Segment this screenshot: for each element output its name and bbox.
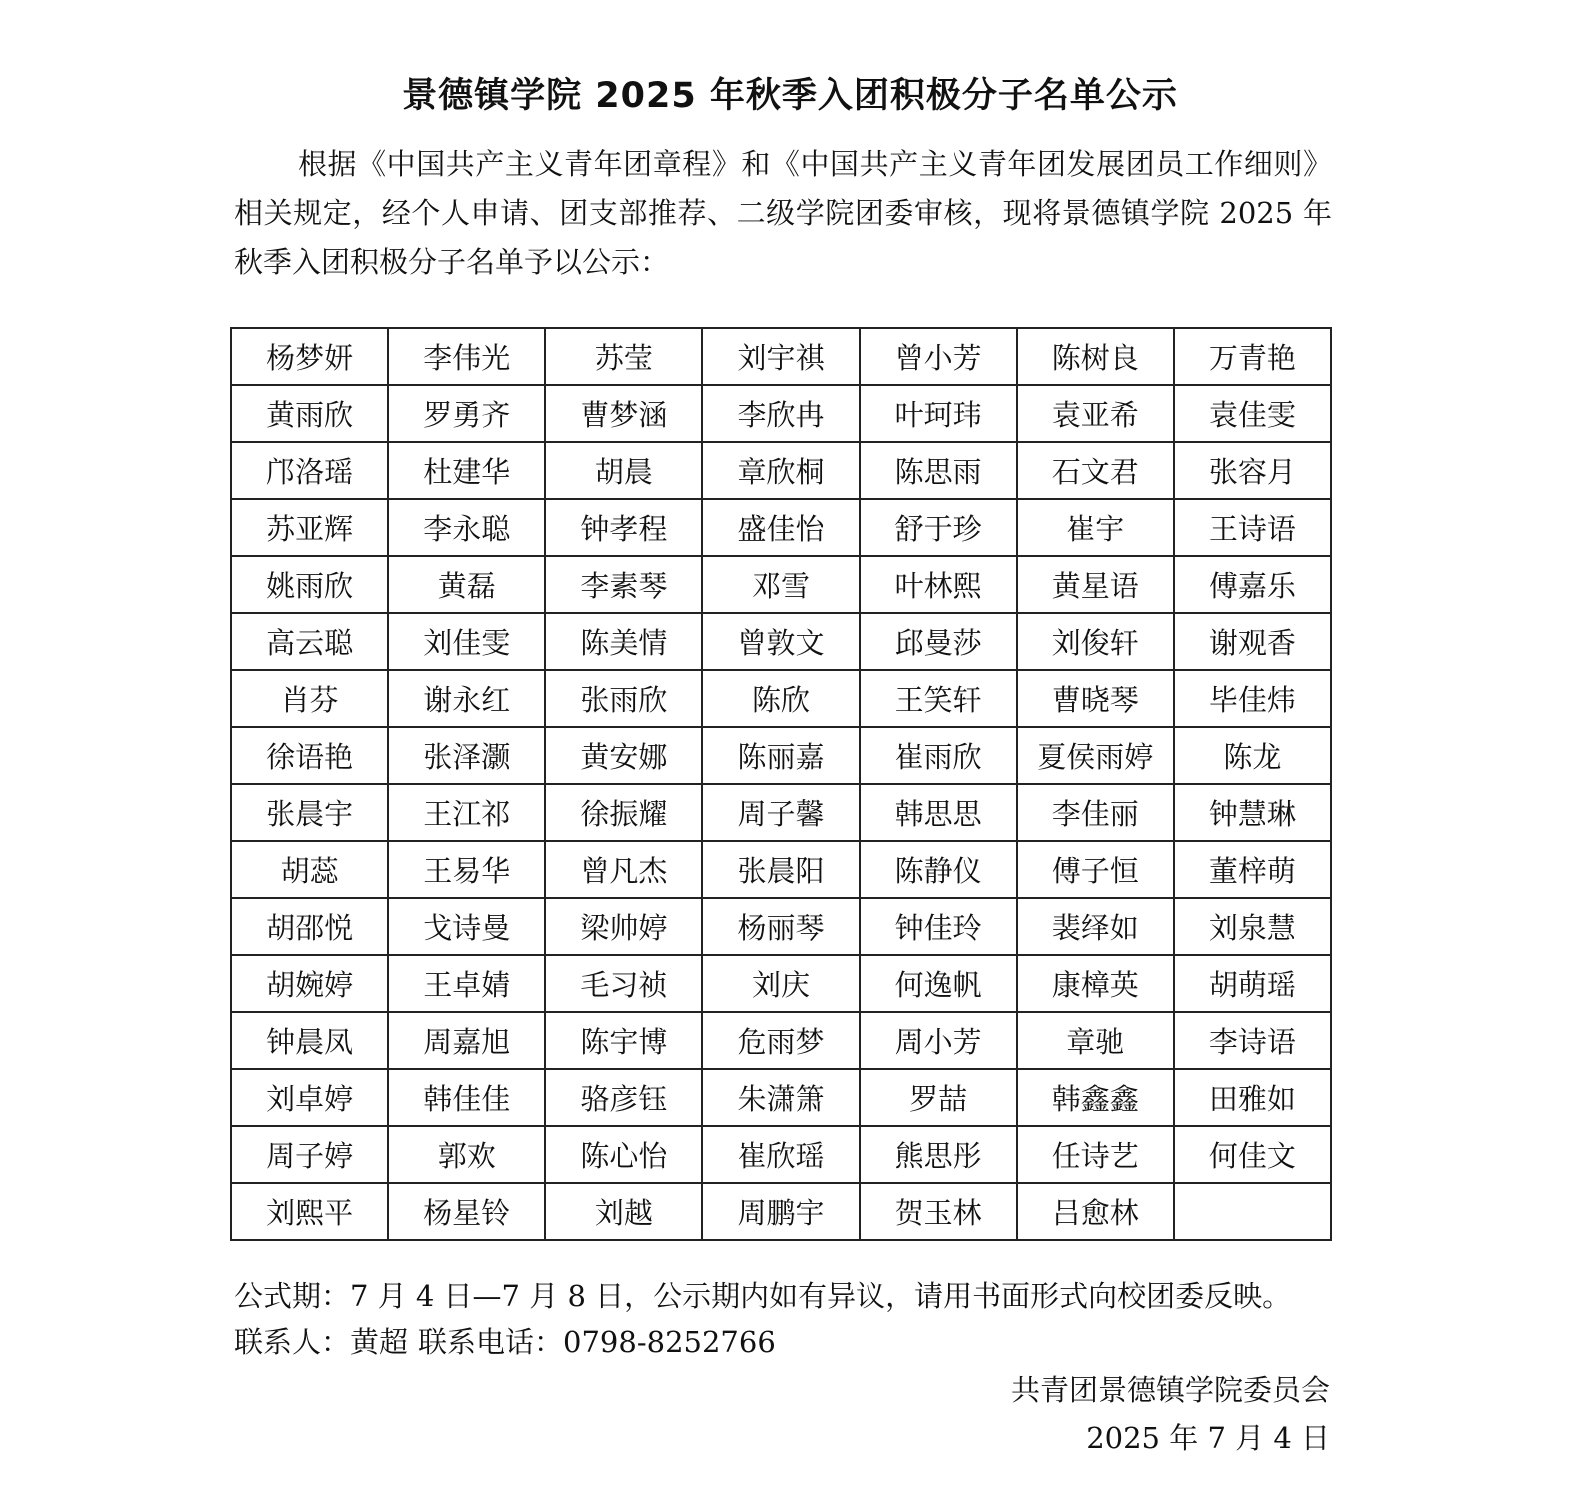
name-cell: 陈心怡 (545, 1126, 702, 1183)
table-row (231, 1126, 1331, 1183)
name-cell: 曾凡杰 (545, 841, 702, 898)
name-cell: 刘熙平 (231, 1183, 388, 1240)
name-cell: 戈诗曼 (388, 898, 545, 955)
name-cell: 王卓婧 (388, 955, 545, 1012)
name-cell: 周子婷 (231, 1126, 388, 1183)
name-cell: 刘俊轩 (1017, 613, 1174, 670)
name-cell: 李诗语 (1174, 1012, 1331, 1069)
name-cell: 刘佳雯 (388, 613, 545, 670)
names-table (230, 327, 1332, 1241)
contact-line (234, 1322, 776, 1362)
name-cell: 陈美情 (545, 613, 702, 670)
name-cell: 郭欢 (388, 1126, 545, 1183)
name-cell: 刘卓婷 (231, 1069, 388, 1126)
name-cell: 曾敦文 (702, 613, 859, 670)
name-cell: 邓雪 (702, 556, 859, 613)
name-cell: 傅子恒 (1017, 841, 1174, 898)
table-row (231, 841, 1331, 898)
name-cell: 李欣冉 (702, 385, 859, 442)
table-row (231, 1069, 1331, 1126)
name-cell: 危雨梦 (702, 1012, 859, 1069)
table-row (231, 499, 1331, 556)
name-cell: 李永聪 (388, 499, 545, 556)
name-cell: 杨梦妍 (231, 328, 388, 385)
name-cell: 叶林熙 (860, 556, 1017, 613)
name-cell: 胡蕊 (231, 841, 388, 898)
name-cell: 陈龙 (1174, 727, 1331, 784)
name-cell: 曹晓琴 (1017, 670, 1174, 727)
name-cell: 谢观香 (1174, 613, 1331, 670)
table-row (231, 727, 1331, 784)
name-cell: 袁亚希 (1017, 385, 1174, 442)
name-cell: 钟晨凤 (231, 1012, 388, 1069)
name-cell: 贺玉林 (860, 1183, 1017, 1240)
notice-period-text: 公式期：7 月 4 日—7 月 8 日，公示期内如有异议，请用书面形式向校团委反映。 (234, 1279, 1292, 1313)
name-cell: 罗喆 (860, 1069, 1017, 1126)
name-cell: 张容月 (1174, 442, 1331, 499)
name-cell: 曹梦涵 (545, 385, 702, 442)
name-cell: 周嘉旭 (388, 1012, 545, 1069)
name-cell: 李伟光 (388, 328, 545, 385)
name-cell: 曾小芳 (860, 328, 1017, 385)
name-cell: 田雅如 (1174, 1069, 1331, 1126)
name-cell: 张晨宇 (231, 784, 388, 841)
signature-organization: 共青团景德镇学院委员会 (1010, 1373, 1330, 1407)
name-cell: 黄雨欣 (231, 385, 388, 442)
name-cell: 裴绎如 (1017, 898, 1174, 955)
name-cell: 韩思思 (860, 784, 1017, 841)
table-row (231, 328, 1331, 385)
table-row (231, 670, 1331, 727)
name-cell: 崔雨欣 (860, 727, 1017, 784)
name-cell: 肖芬 (231, 670, 388, 727)
intro-paragraph: 根据《中国共产主义青年团章程》和《中国共产主义青年团发展团员工作细则》相关规定，经个人申请、团支部推荐、二级学院团委审核，现将景德镇学院 2025 年秋季入团积极分子名单予以公示： (234, 147, 1332, 279)
name-cell: 刘泉慧 (1174, 898, 1331, 955)
contact-person: 联系人：黄超 (234, 1325, 409, 1359)
name-cell: 徐语艳 (231, 727, 388, 784)
name-cell: 石文君 (1017, 442, 1174, 499)
table-row (231, 385, 1331, 442)
table-row (231, 556, 1331, 613)
name-cell: 苏莹 (545, 328, 702, 385)
name-cell: 崔宇 (1017, 499, 1174, 556)
name-cell: 邱曼莎 (860, 613, 1017, 670)
table-row (231, 898, 1331, 955)
name-cell: 陈欣 (702, 670, 859, 727)
name-cell: 傅嘉乐 (1174, 556, 1331, 613)
name-cell: 章欣桐 (702, 442, 859, 499)
name-cell: 骆彦钰 (545, 1069, 702, 1126)
name-cell: 姚雨欣 (231, 556, 388, 613)
name-cell: 胡婉婷 (231, 955, 388, 1012)
name-cell: 崔欣瑶 (702, 1126, 859, 1183)
name-cell: 胡邵悦 (231, 898, 388, 955)
table-row (231, 442, 1331, 499)
name-cell: 杜建华 (388, 442, 545, 499)
name-cell: 盛佳怡 (702, 499, 859, 556)
name-cell: 黄磊 (388, 556, 545, 613)
name-cell: 舒于珍 (860, 499, 1017, 556)
name-cell: 陈树良 (1017, 328, 1174, 385)
name-cell: 钟孝程 (545, 499, 702, 556)
name-cell: 王易华 (388, 841, 545, 898)
name-cell: 胡晨 (545, 442, 702, 499)
name-cell: 陈思雨 (860, 442, 1017, 499)
name-cell: 毛习祯 (545, 955, 702, 1012)
name-cell: 周小芳 (860, 1012, 1017, 1069)
name-cell: 胡萌瑶 (1174, 955, 1331, 1012)
name-cell: 杨丽琴 (702, 898, 859, 955)
table-row (231, 613, 1331, 670)
empty-cell (1174, 1183, 1331, 1240)
name-cell: 徐振耀 (545, 784, 702, 841)
name-cell: 杨星铃 (388, 1183, 545, 1240)
name-cell: 黄安娜 (545, 727, 702, 784)
name-cell: 张雨欣 (545, 670, 702, 727)
name-cell: 高云聪 (231, 613, 388, 670)
name-cell: 王江祁 (388, 784, 545, 841)
names-table-body (231, 328, 1331, 1240)
name-cell: 罗勇齐 (388, 385, 545, 442)
name-cell: 韩鑫鑫 (1017, 1069, 1174, 1126)
name-cell: 王笑轩 (860, 670, 1017, 727)
name-cell: 梁帅婷 (545, 898, 702, 955)
name-cell: 邝洛瑶 (231, 442, 388, 499)
signature-date: 2025 年 7 月 4 日 (1086, 1421, 1330, 1455)
name-cell: 何佳文 (1174, 1126, 1331, 1183)
name-cell: 张晨阳 (702, 841, 859, 898)
name-cell: 周子馨 (702, 784, 859, 841)
name-cell: 钟佳玲 (860, 898, 1017, 955)
name-cell: 周鹏宇 (702, 1183, 859, 1240)
name-cell: 叶珂玮 (860, 385, 1017, 442)
table-row (231, 784, 1331, 841)
name-cell: 钟慧琳 (1174, 784, 1331, 841)
name-cell: 章驰 (1017, 1012, 1174, 1069)
name-cell: 康樟英 (1017, 955, 1174, 1012)
name-cell: 韩佳佳 (388, 1069, 545, 1126)
name-cell: 李素琴 (545, 556, 702, 613)
name-cell: 熊思彤 (860, 1126, 1017, 1183)
name-cell: 谢永红 (388, 670, 545, 727)
name-cell: 陈静仪 (860, 841, 1017, 898)
name-cell: 苏亚辉 (231, 499, 388, 556)
name-cell: 何逸帆 (860, 955, 1017, 1012)
name-cell: 毕佳炜 (1174, 670, 1331, 727)
table-row (231, 955, 1331, 1012)
name-cell: 陈宇博 (545, 1012, 702, 1069)
name-cell: 袁佳雯 (1174, 385, 1331, 442)
name-cell: 董梓萌 (1174, 841, 1331, 898)
name-cell: 万青艳 (1174, 328, 1331, 385)
page-title: 景德镇学院 2025 年秋季入团积极分子名单公示 (402, 76, 1178, 116)
name-cell: 黄星语 (1017, 556, 1174, 613)
contact-phone: 联系电话：0798-8252766 (418, 1325, 776, 1359)
name-cell: 刘宇祺 (702, 328, 859, 385)
name-cell: 吕愈林 (1017, 1183, 1174, 1240)
table-row (231, 1012, 1331, 1069)
name-cell: 朱潇箫 (702, 1069, 859, 1126)
name-cell: 李佳丽 (1017, 784, 1174, 841)
name-cell: 任诗艺 (1017, 1126, 1174, 1183)
table-row (231, 1183, 1331, 1240)
name-cell: 刘庆 (702, 955, 859, 1012)
name-cell: 张泽灏 (388, 727, 545, 784)
name-cell: 刘越 (545, 1183, 702, 1240)
name-cell: 夏侯雨婷 (1017, 727, 1174, 784)
name-cell: 陈丽嘉 (702, 727, 859, 784)
name-cell: 王诗语 (1174, 499, 1331, 556)
